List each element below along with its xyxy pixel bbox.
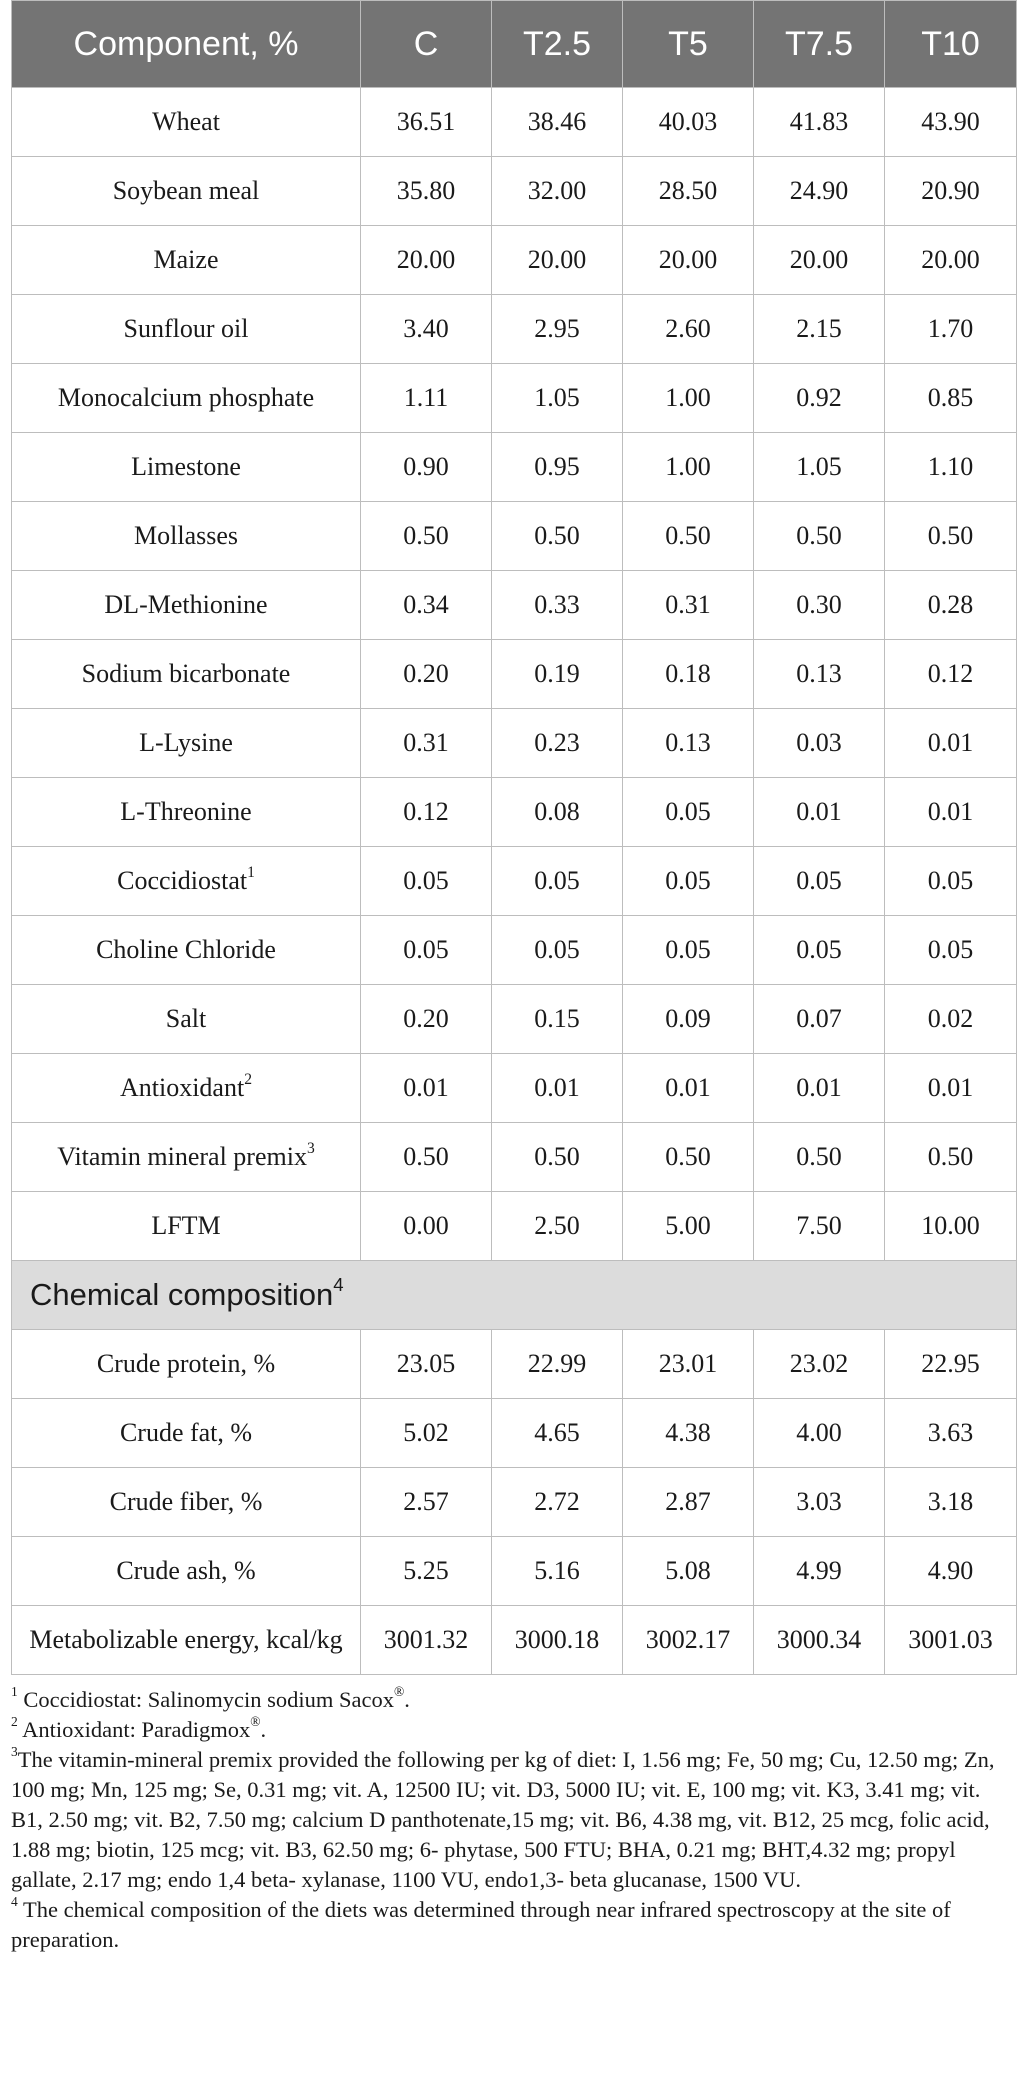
table-cell: 4.00 (754, 1399, 885, 1468)
table-cell: 0.33 (492, 571, 623, 640)
header-col-t7-5: T7.5 (754, 1, 885, 88)
table-cell: 0.12 (361, 778, 492, 847)
table-cell: 0.15 (492, 985, 623, 1054)
header-col-c: C (361, 1, 492, 88)
table-cell: 0.50 (885, 502, 1017, 571)
row-label-text: LFTM (151, 1211, 221, 1240)
table-cell: 23.05 (361, 1330, 492, 1399)
row-label (12, 1606, 361, 1675)
table-row (12, 364, 1017, 433)
table-cell: 0.12 (885, 640, 1017, 709)
row-label-text: Sodium bicarbonate (81, 659, 291, 688)
table-cell: 3.40 (361, 295, 492, 364)
header-col-t2-5: T2.5 (492, 1, 623, 88)
table-row (12, 433, 1017, 502)
row-label (12, 916, 361, 985)
table-cell: 0.05 (623, 847, 754, 916)
table-row (12, 1468, 1017, 1537)
header-component: Component, % (12, 1, 361, 88)
row-label (12, 226, 361, 295)
table-cell: 2.95 (492, 295, 623, 364)
table-cell: 5.25 (361, 1537, 492, 1606)
table-cell: 2.87 (623, 1468, 754, 1537)
table-cell: 0.18 (623, 640, 754, 709)
footnote-mark: 3 (11, 1744, 18, 1760)
row-label-text: Salt (165, 1004, 207, 1033)
table-cell: 2.57 (361, 1468, 492, 1537)
row-label-text: DL-Methionine (104, 590, 268, 619)
registered-mark: ® (250, 1714, 261, 1730)
row-label (12, 364, 361, 433)
table-cell: 2.60 (623, 295, 754, 364)
row-label (12, 1123, 361, 1192)
table-row (12, 571, 1017, 640)
table-cell: 35.80 (361, 157, 492, 226)
row-label-text: L-Lysine (139, 728, 233, 757)
table-cell: 0.50 (754, 1123, 885, 1192)
table-cell: 1.11 (361, 364, 492, 433)
footnote-text: The chemical composition of the diets was determined through near infrared spectroscopy at the site of preparation. (11, 1897, 951, 1952)
row-label (12, 1537, 361, 1606)
footnote (11, 1745, 1016, 1895)
table-row (12, 1330, 1017, 1399)
table-cell: 5.08 (623, 1537, 754, 1606)
table-cell: 20.00 (623, 226, 754, 295)
table-cell: 3.03 (754, 1468, 885, 1537)
footnote-tail: . (260, 1717, 267, 1742)
row-label (12, 157, 361, 226)
row-label (12, 502, 361, 571)
table-cell: 3.18 (885, 1468, 1017, 1537)
row-label-text: Metabolizable energy, kcal/kg (29, 1625, 343, 1654)
table-row (12, 1537, 1017, 1606)
table-cell: 0.30 (754, 571, 885, 640)
row-label (12, 295, 361, 364)
table-row (12, 88, 1017, 157)
table-cell: 0.90 (361, 433, 492, 502)
table-cell: 0.31 (623, 571, 754, 640)
row-label (12, 640, 361, 709)
table-cell: 0.85 (885, 364, 1017, 433)
section-header-row (12, 1261, 1017, 1330)
footnote (11, 1895, 1016, 1955)
table-row (12, 985, 1017, 1054)
table-cell: 0.50 (492, 1123, 623, 1192)
table-row (12, 157, 1017, 226)
table-row (12, 502, 1017, 571)
table-cell: 0.05 (361, 916, 492, 985)
row-label-text: Maize (153, 245, 219, 274)
table-cell: 0.13 (623, 709, 754, 778)
table-cell: 0.01 (754, 1054, 885, 1123)
table-row (12, 1192, 1017, 1261)
table-cell: 0.50 (361, 502, 492, 571)
table-cell: 0.01 (623, 1054, 754, 1123)
table-cell: 22.95 (885, 1330, 1017, 1399)
diet-composition-table (11, 0, 1017, 1675)
table-cell: 1.10 (885, 433, 1017, 502)
table-cell: 1.05 (754, 433, 885, 502)
table-cell: 10.00 (885, 1192, 1017, 1261)
table-cell: 28.50 (623, 157, 754, 226)
table-row (12, 295, 1017, 364)
registered-mark: ® (393, 1684, 405, 1700)
table-row (12, 847, 1017, 916)
table-cell: 5.16 (492, 1537, 623, 1606)
table-row (12, 1606, 1017, 1675)
table-cell: 0.01 (885, 1054, 1017, 1123)
footnote-ref: 2 (244, 1071, 252, 1089)
table-row (12, 1054, 1017, 1123)
table-cell: 20.00 (754, 226, 885, 295)
row-label-text: Sunflour oil (123, 314, 249, 343)
footnote (11, 1685, 1016, 1715)
row-label-text: Coccidiostat (117, 866, 248, 895)
table-cell: 0.50 (754, 502, 885, 571)
footnote-ref: 3 (306, 1140, 315, 1158)
footnote-mark: 1 (11, 1684, 18, 1700)
table-cell: 32.00 (492, 157, 623, 226)
table-cell: 2.72 (492, 1468, 623, 1537)
footnote (11, 1715, 1016, 1745)
table-cell: 1.00 (623, 433, 754, 502)
table-body (12, 88, 1017, 1675)
row-label-text: Antioxidant (119, 1073, 245, 1102)
table-cell: 3.63 (885, 1399, 1017, 1468)
table-cell: 0.50 (492, 502, 623, 571)
table-cell: 0.92 (754, 364, 885, 433)
row-label (12, 433, 361, 502)
table-cell: 0.34 (361, 571, 492, 640)
table-cell: 0.05 (754, 916, 885, 985)
footnote-mark: 2 (11, 1714, 18, 1730)
row-label-text: Mollasses (134, 521, 238, 550)
table-cell: 0.50 (623, 502, 754, 571)
table-cell: 4.99 (754, 1537, 885, 1606)
table-cell: 0.95 (492, 433, 623, 502)
table-cell: 0.03 (754, 709, 885, 778)
table-cell: 3000.34 (754, 1606, 885, 1675)
table-cell: 0.05 (754, 847, 885, 916)
row-label-text: Vitamin mineral premix (57, 1142, 307, 1171)
table-cell: 0.01 (492, 1054, 623, 1123)
table-cell: 43.90 (885, 88, 1017, 157)
table-row (12, 709, 1017, 778)
document (11, 0, 1016, 1955)
row-label (12, 778, 361, 847)
table-cell: 0.05 (492, 916, 623, 985)
table-cell: 0.00 (361, 1192, 492, 1261)
table-cell: 22.99 (492, 1330, 623, 1399)
table-cell: 0.19 (492, 640, 623, 709)
row-label (12, 571, 361, 640)
row-label (12, 1330, 361, 1399)
row-label (12, 88, 361, 157)
table-cell: 7.50 (754, 1192, 885, 1261)
table-cell: 0.01 (885, 709, 1017, 778)
table-cell: 41.83 (754, 88, 885, 157)
footnote-tail: . (404, 1687, 410, 1712)
table-cell: 0.07 (754, 985, 885, 1054)
table-cell: 0.01 (361, 1054, 492, 1123)
row-label-text: Monocalcium phosphate (57, 383, 315, 412)
table-cell: 1.00 (623, 364, 754, 433)
table-cell: 36.51 (361, 88, 492, 157)
table-cell: 4.90 (885, 1537, 1017, 1606)
row-label-text: Crude protein, % (96, 1349, 276, 1378)
table-cell: 23.01 (623, 1330, 754, 1399)
table-cell: 1.05 (492, 364, 623, 433)
table-cell: 0.28 (885, 571, 1017, 640)
table-cell: 20.90 (885, 157, 1017, 226)
table-row (12, 1123, 1017, 1192)
table-cell: 2.50 (492, 1192, 623, 1261)
table-cell: 0.05 (623, 916, 754, 985)
footnote-mark: 4 (11, 1894, 18, 1910)
row-label (12, 847, 361, 916)
table-cell: 20.00 (361, 226, 492, 295)
row-label-text: Crude fiber, % (109, 1487, 263, 1516)
table-cell: 0.02 (885, 985, 1017, 1054)
table-cell: 3001.32 (361, 1606, 492, 1675)
section-title (12, 1261, 1017, 1330)
row-label-text: L-Threonine (120, 797, 252, 826)
table-cell: 24.90 (754, 157, 885, 226)
row-label (12, 1192, 361, 1261)
table-cell: 38.46 (492, 88, 623, 157)
table-cell: 0.05 (361, 847, 492, 916)
table-cell: 5.00 (623, 1192, 754, 1261)
row-label-text: Crude fat, % (119, 1418, 253, 1447)
header-col-t5: T5 (623, 1, 754, 88)
table-cell: 0.01 (754, 778, 885, 847)
table-cell: 3001.03 (885, 1606, 1017, 1675)
footnotes (11, 1685, 1016, 1955)
row-label (12, 1468, 361, 1537)
table-cell: 0.08 (492, 778, 623, 847)
footnote-ref: 4 (333, 1273, 344, 1295)
footnote-text: Coccidiostat: Salinomycin sodium Sacox (17, 1687, 394, 1712)
table-cell: 20.00 (492, 226, 623, 295)
row-label (12, 709, 361, 778)
row-label (12, 985, 361, 1054)
table-row (12, 226, 1017, 295)
table-cell: 3002.17 (623, 1606, 754, 1675)
row-label (12, 1399, 361, 1468)
table-row (12, 640, 1017, 709)
footnote-text: Antioxidant: Paradigmox (17, 1717, 251, 1742)
header-col-t10: T10 (885, 1, 1017, 88)
table-cell: 5.02 (361, 1399, 492, 1468)
table-cell: 0.05 (885, 847, 1017, 916)
table-cell: 0.09 (623, 985, 754, 1054)
table-cell: 0.23 (492, 709, 623, 778)
row-label-text: Choline Chloride (96, 935, 276, 964)
row-label-text: Soybean meal (112, 176, 260, 205)
table-cell: 0.05 (885, 916, 1017, 985)
table-cell: 0.50 (623, 1123, 754, 1192)
table-row (12, 1399, 1017, 1468)
row-label (12, 1054, 361, 1123)
table-cell: 23.02 (754, 1330, 885, 1399)
table-cell: 40.03 (623, 88, 754, 157)
table-cell: 1.70 (885, 295, 1017, 364)
table-row (12, 916, 1017, 985)
table-cell: 0.20 (361, 985, 492, 1054)
table-cell: 0.05 (623, 778, 754, 847)
table-cell: 0.50 (885, 1123, 1017, 1192)
row-label-text: Crude ash, % (116, 1556, 256, 1585)
table-cell: 0.31 (361, 709, 492, 778)
row-label-text: Limestone (131, 452, 241, 481)
footnote-text: The vitamin-mineral premix provided the following per kg of diet: I, 1.56 mg; Fe, 50 mg; Cu, 12.50 mg; Zn, 100 mg; Mn, 125 mg; Se, 0.31 mg; vit. A, 12500 IU; vit. D3, 5000 IU; vit. E, 100 mg; vit. K3, 3.41 mg; vit. B1, 2.50 mg; vit. B2, 7.50 mg; calcium D panthotenate,15 mg; vit. B6, 4.38 mg, vit. B12, 25 mcg, folic acid, 1.88 mg; biotin, 125 mcg; vit. B3, 62.50 mg; 6- phytase, 500 FTU; BHA, 0.21 mg; BHT,4.32 mg; propyl gallate, 2.17 mg; endo 1,4 beta- xylanase, 1100 VU, endo1,3- beta glucanase, 1500 VU. (11, 1747, 995, 1892)
table-cell: 4.38 (623, 1399, 754, 1468)
table-row (12, 778, 1017, 847)
table-cell: 4.65 (492, 1399, 623, 1468)
table-cell: 0.20 (361, 640, 492, 709)
table-cell: 20.00 (885, 226, 1017, 295)
table-cell: 0.50 (361, 1123, 492, 1192)
table-cell: 0.01 (885, 778, 1017, 847)
section-title-text: Chemical composition (30, 1277, 334, 1312)
table-cell: 0.05 (492, 847, 623, 916)
row-label-text: Wheat (152, 107, 220, 136)
footnote-ref: 1 (247, 864, 255, 882)
table-cell: 2.15 (754, 295, 885, 364)
table-header-row (12, 1, 1017, 88)
table-cell: 3000.18 (492, 1606, 623, 1675)
table-cell: 0.13 (754, 640, 885, 709)
